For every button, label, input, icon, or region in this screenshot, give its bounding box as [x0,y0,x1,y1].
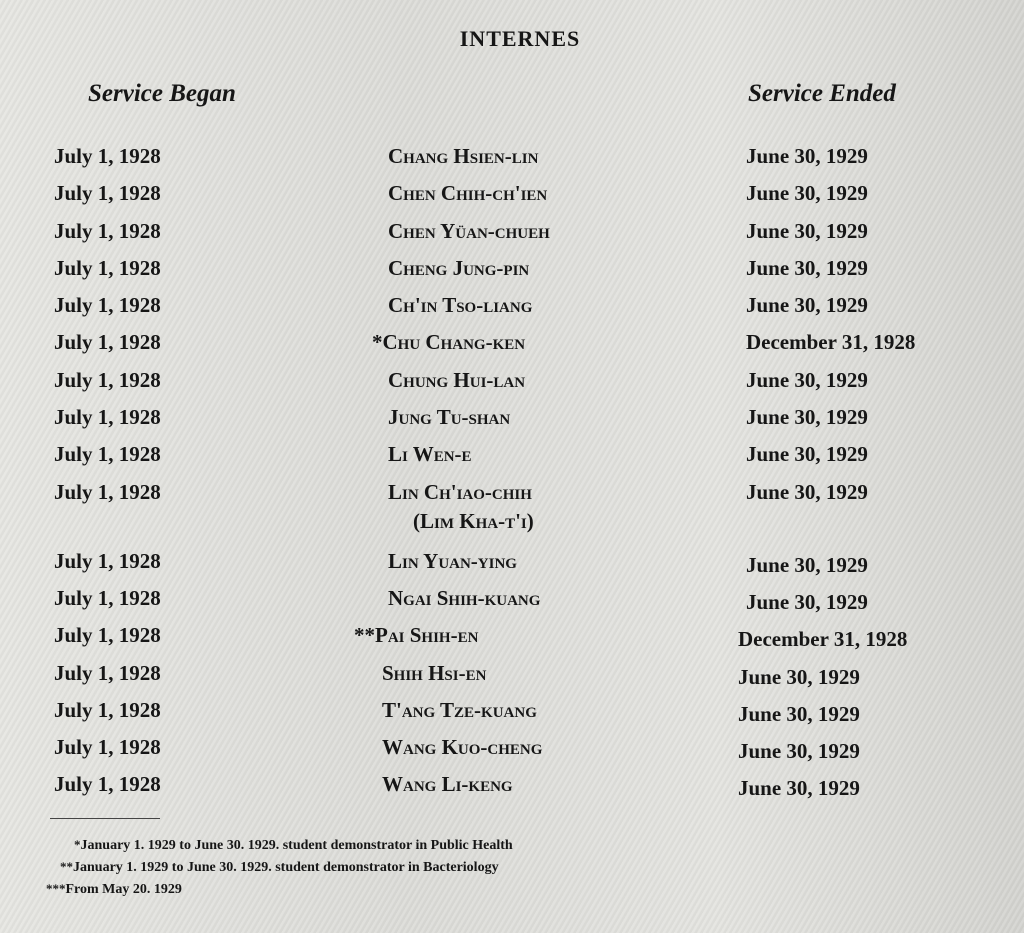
footnote-mark: * [74,837,81,852]
service-ended-date: June 30, 1929 [746,552,868,577]
service-ended-date: December 31, 1928 [738,627,908,652]
table-row [0,438,1024,475]
service-ended-date: June 30, 1929 [746,405,868,430]
interne-name: Chung Hui-lan [388,367,526,392]
page-title: INTERNES [459,26,581,51]
interne-name: Wang Li-keng [382,772,513,797]
table-row [0,545,1024,582]
service-ended-date: June 30, 1929 [746,181,868,206]
service-began-date: July 1, 1928 [54,623,161,648]
footnote [46,834,513,856]
interne-name: Chang Hsien-lin [388,144,539,168]
footnote-text: January 1. 1929 to June 30. 1929. student demonstrator in Public Health [80,838,513,853]
table-row [0,215,1024,252]
footnote-text: From May 20. 1929 [65,882,182,897]
interne-name: **Pai Shih-en [354,623,479,648]
service-began-date: July 1, 1928 [54,405,161,430]
interne-name: Wang Kuo-cheng [382,735,543,760]
table-row [0,582,1024,619]
service-ended-date: June 30, 1929 [746,479,868,504]
table-row [0,140,1024,177]
service-ended-date: June 30, 1929 [738,776,860,801]
internes-table [0,140,1024,806]
service-ended-date: June 30, 1929 [738,701,860,726]
service-began-date: July 1, 1928 [54,330,161,355]
table-row [0,364,1024,401]
footnote-mark: ** [60,859,73,874]
footnote-mark: *** [46,881,66,896]
service-began-date: July 1, 1928 [54,479,161,504]
service-ended-date: June 30, 1929 [746,442,868,467]
service-began-date: July 1, 1928 [54,255,161,280]
service-ended-date: June 30, 1929 [746,144,868,168]
interne-name: Li Wen-e [388,442,472,467]
table-row [0,252,1024,289]
service-began-date: July 1, 1928 [54,293,161,318]
table-row [0,326,1024,363]
service-began-date: July 1, 1928 [54,697,161,722]
column-header-service-ended: Service Ended [748,80,896,107]
service-began-date: July 1, 1928 [54,548,161,573]
interne-name: Chen Yüan-chueh [388,218,550,243]
service-ended-date: June 30, 1929 [738,739,860,764]
footnote [46,878,513,900]
service-ended-date: June 30, 1929 [746,293,868,318]
service-began-date: July 1, 1928 [54,772,161,797]
interne-name: T'ang Tze-kuang [382,697,537,722]
interne-name: Chen Chih-ch'ien [388,181,548,206]
service-began-date: July 1, 1928 [54,367,161,392]
service-ended-date: June 30, 1929 [746,218,868,243]
service-began-date: July 1, 1928 [54,585,161,610]
table-row [0,619,1024,656]
service-began-date: July 1, 1928 [54,735,161,760]
service-ended-date: June 30, 1929 [746,589,868,614]
table-row [0,657,1024,694]
column-header-service-began: Service Began [88,80,236,107]
interne-name: *Chu Chang-ken [372,330,526,355]
service-began-date: July 1, 1928 [54,181,161,206]
interne-name: Lin Yuan-ying [388,548,517,573]
footnotes [46,834,513,900]
interne-alternate-name: (Lim Kha-t'i) [413,508,534,533]
service-began-date: July 1, 1928 [54,144,161,168]
interne-name-cell [388,480,534,534]
service-began-date: July 1, 1928 [54,660,161,685]
table-row [0,694,1024,731]
service-began-date: July 1, 1928 [54,442,161,467]
interne-name: Ch'in Tso-liang [388,293,533,318]
interne-name: Ngai Shih-kuang [388,585,541,610]
table-row [0,476,1024,545]
footnote-text: January 1. 1929 to June 30. 1929. student demonstrator in Bacteriology [73,860,499,875]
service-ended-date: June 30, 1929 [738,664,860,689]
interne-name: Lin Ch'iao-chih [388,479,532,504]
table-row [0,731,1024,768]
service-ended-date: June 30, 1929 [746,255,868,280]
service-began-date: July 1, 1928 [54,218,161,243]
interne-name: Shih Hsi-en [382,660,487,685]
service-ended-date: December 31, 1928 [746,330,916,355]
table-row [0,289,1024,326]
table-row [0,177,1024,214]
interne-name: Cheng Jung-pin [388,255,530,280]
table-row [0,401,1024,438]
table-row [0,768,1024,805]
interne-name: Jung Tu-shan [388,405,511,430]
service-ended-date: June 30, 1929 [746,367,868,392]
footnote-divider [50,818,160,819]
footnote [46,856,513,878]
